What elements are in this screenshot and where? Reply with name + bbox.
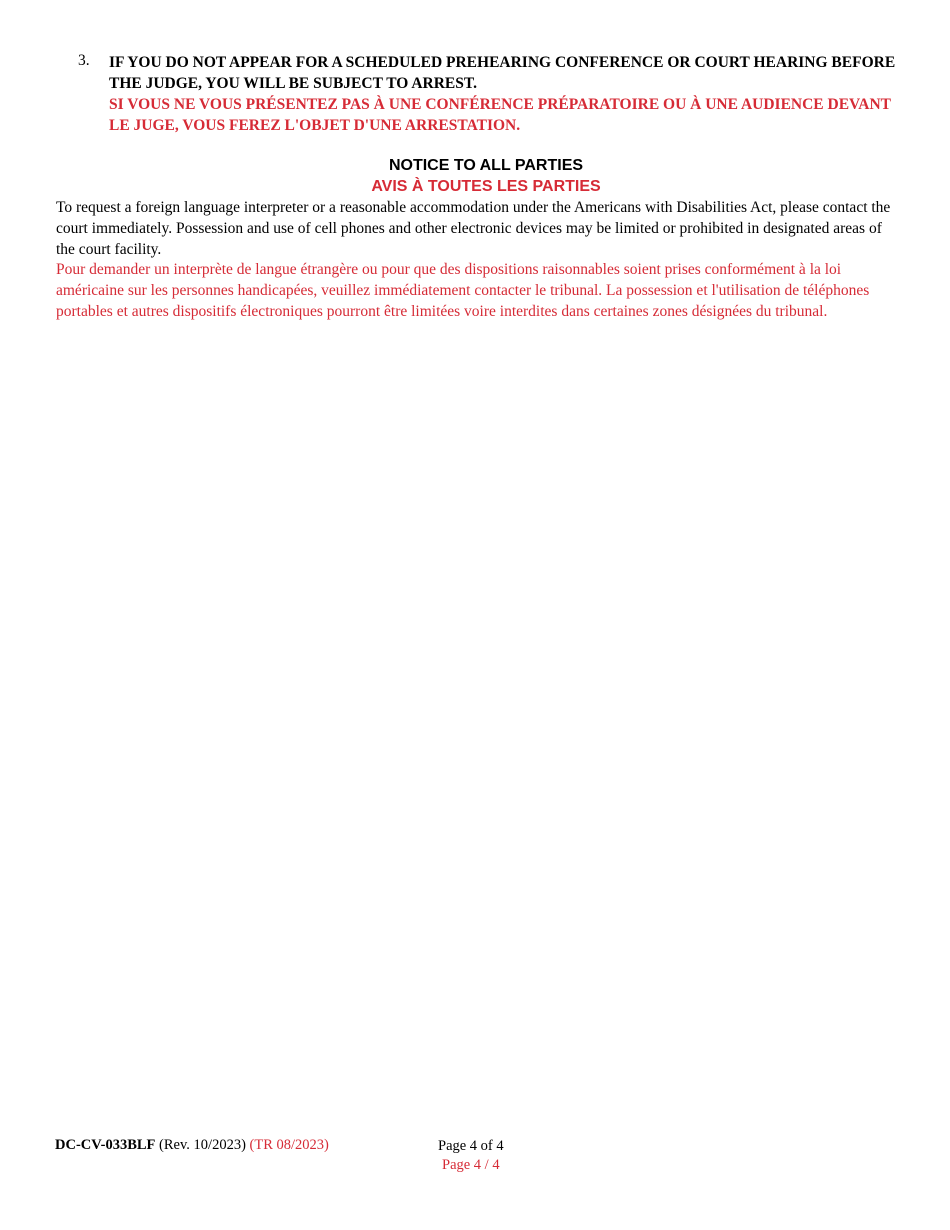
item-number: 3.	[78, 52, 90, 69]
page-number-english: Page 4 of 4	[438, 1138, 504, 1154]
item-3	[78, 52, 898, 136]
notice-heading	[0, 155, 950, 197]
notice-heading-french: AVIS À TOUTES LES PARTIES	[371, 178, 601, 195]
form-revision: (Rev. 10/2023)	[159, 1137, 246, 1153]
notice-paragraph-english: To request a foreign language interpreter or a reasonable accommodation under the Americans with Disabilities Act, please contact the court immediately. Possession and use of cell phones and other electronic devices may be limited or prohibited in designated areas of the court facility.	[56, 199, 891, 258]
page-number-french: Page 4 / 4	[442, 1157, 500, 1173]
item-3-body	[109, 52, 898, 136]
footer-form-id	[55, 1137, 329, 1154]
item-3-french: SI VOUS NE VOUS PRÉSENTEZ PAS À UNE CONFÉRENCE PRÉPARATOIRE OU À UNE AUDIENCE DEVANT LE JUGE, VOUS FEREZ L'OBJET D'UNE ARRESTATION.	[109, 96, 891, 134]
notice-heading-english: NOTICE TO ALL PARTIES	[388, 157, 584, 174]
footer-page-number	[438, 1137, 504, 1175]
notice-paragraph-french: Pour demander un interprète de langue étrangère ou pour que des dispositions raisonnables soient prises conformément à la loi américaine sur les personnes handicapées, veuillez immédiatement contacter le tribunal. La possession et l'utilisation de téléphones portables et autres dispositifs électroniques pourront être limitées voire interdites dans certaines zones désignées du tribunal.	[56, 261, 870, 320]
item-3-english: IF YOU DO NOT APPEAR FOR A SCHEDULED PREHEARING CONFERENCE OR COURT HEARING BEFORE THE JUDGE, YOU WILL BE SUBJECT TO ARREST.	[109, 54, 896, 92]
form-number: DC-CV-033BLF	[55, 1137, 156, 1153]
form-translation-date: (TR 08/2023)	[249, 1137, 329, 1153]
